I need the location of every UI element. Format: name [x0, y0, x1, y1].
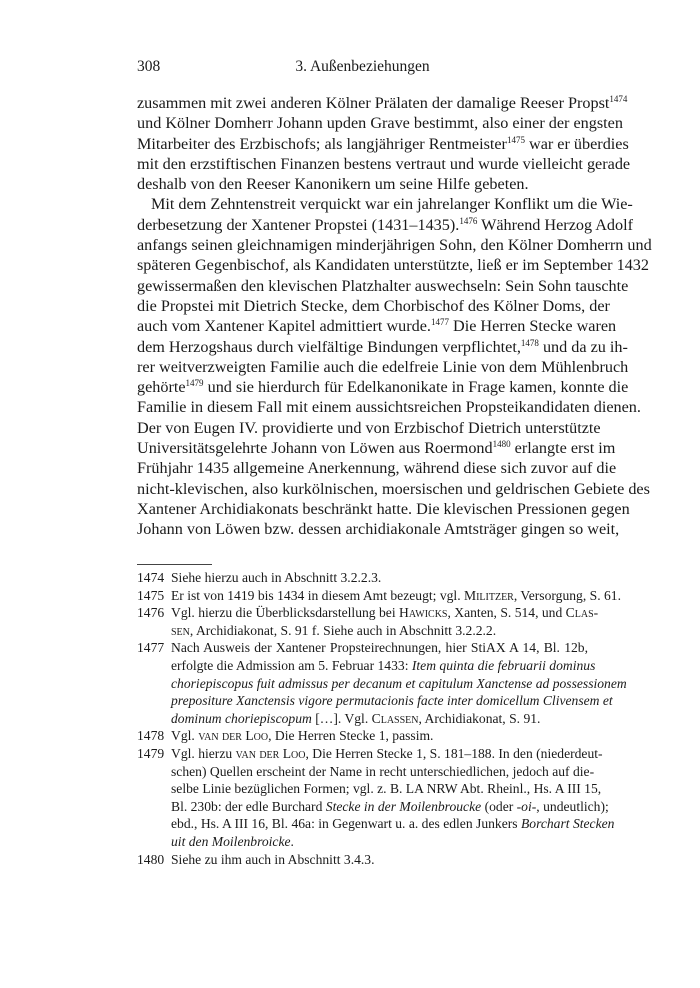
body-line: deshalb von den Reeser Kanonikern um seine Hilfe gebeten.: [137, 175, 529, 194]
footnote-1477-cont: [137, 710, 588, 728]
footnote-text: Nach Ausweis der Xantener Propsteirechnungen, hier StiAX A 14, Bl. 12b,: [171, 640, 588, 656]
footnote-1479-cont: [137, 763, 595, 781]
footnote-1477-cont: [137, 675, 627, 693]
footnote-1476-cont: [137, 622, 588, 640]
body-line: anfangs seinen gleichnamigen minderjährigen Sohn, den Kölner Domherrn und: [137, 236, 652, 255]
footnote-number: 1477: [137, 640, 165, 656]
footnote-text: selbe Linie bezüglichen Formen; vgl. z. B. LA NRW Abt. Rheinl., Hs. A III 15,: [171, 781, 602, 797]
footnote-text: Vgl. hierzu die Überblicksdarstellung bei Hawicks, Xanten, S. 514, und Clas-: [171, 605, 599, 621]
footnote-ref[interactable]: 1474: [609, 94, 628, 104]
footnote-1479-cont: [137, 815, 615, 833]
page-number: 308: [137, 58, 161, 75]
body-line: gewissermaßen den klevischen Platzhalter auswechseln: Sein Sohn tauschte: [137, 276, 629, 295]
body-line: nicht-klevischen, also kurkölnischen, moersischen und geldrischen Gebiete des: [137, 479, 650, 498]
footnote-1477-cont: [137, 692, 613, 710]
footnote-number: 1479: [137, 745, 165, 761]
footnote-text: dominum choriepiscopum […]. Vgl. Classen, Archidiakonat, S. 91.: [171, 710, 541, 726]
footnote-text: uit den Moilenbroicke.: [171, 833, 294, 849]
body-line: derbesetzung der Xantener Propstei (1431–1435).$^{1476}$ Während Herzog Adolf: [137, 215, 633, 234]
footnote-ref[interactable]: 1475: [506, 134, 525, 145]
body-line: Der von Eugen IV. providierte und von Erzbischof Dietrich unterstützte: [137, 418, 601, 437]
body-line: rer weitverzweigten Familie auch die edelfreie Linie von dem Mühlenbruch: [137, 357, 629, 376]
running-head: 3. Außenbeziehungen: [295, 58, 430, 75]
body-line: dem Herzogshaus durch vielfältige Bindungen verpflichtet,$^{1478}$ und da zu ih-: [137, 337, 628, 356]
footnote-ref[interactable]: 1480: [492, 439, 511, 450]
footnote-text: Vgl. hierzu van der Loo, Die Herren Stecke 1, S. 181–188. In den (niederdeut-: [171, 745, 603, 761]
footnote-text: Siehe zu ihm auch in Abschnitt 3.4.3.: [171, 851, 375, 867]
body-text: [137, 93, 652, 540]
footnote-1480: [137, 851, 588, 869]
footnote-text: Er ist von 1419 bis 1434 in diesem Amt bezeugt; vgl. Militzer, Versorgung, S. 61.: [171, 587, 621, 603]
footnote-text: prepositure Xanctensis vigore permutacionis facte inter domicellum Clivensem et: [171, 693, 613, 709]
body-line: Familie in diesem Fall mit einem aussichtsreichen Propsteikandidaten dienen.: [137, 398, 641, 417]
body-line: gehörte$^{1479}$ und sie hierdurch für Edelkanonikate in Frage kamen, konnte die: [137, 378, 629, 397]
footnote-1474: [137, 569, 588, 587]
footnote-ref[interactable]: 1476: [459, 215, 478, 226]
body-line: und Kölner Domherr Johann upden Grave bestimmt, also einer der engsten: [137, 114, 623, 133]
footnote-text: schen) Quellen erscheint der Name in recht unterschiedlichen, jedoch auf die-: [171, 763, 595, 779]
footnote-number: 1480: [137, 851, 165, 867]
footnote-text: Vgl. van der Loo, Die Herren Stecke 1, passim.: [171, 728, 434, 744]
footnote-separator: [137, 564, 212, 565]
body-line: Mitarbeiter des Erzbischofs; als langjähriger Rentmeister$^{1475}$ war er überdies: [137, 134, 629, 153]
footnote-number: 1478: [137, 728, 165, 744]
body-line: späteren Gegenbischof, als Kandidaten unterstützte, ließ er im September 1432: [137, 256, 649, 275]
body-line: Johann von Löwen bzw. dessen archidiakonale Amtsträger gingen so weit,: [137, 520, 620, 539]
footnote-1479: [137, 745, 603, 763]
footnote-text: erfolgte die Admission am 5. Februar 1433: Item quinta die februarii dominus: [171, 657, 596, 673]
body-line: auch vom Xantener Kapitel admittiert wurde.$^{1477}$ Die Herren Stecke waren: [137, 317, 617, 336]
footnote-ref[interactable]: 1477: [430, 317, 449, 328]
footnote-1475: [137, 587, 621, 605]
footnote-ref[interactable]: 1479: [185, 378, 204, 389]
footnote-1476: [137, 604, 599, 622]
body-line: Mit dem Zehntenstreit verquickt war ein jahrelanger Konflikt um die Wie-: [151, 195, 633, 214]
body-line: Frühjahr 1435 allgemeine Anerkennung, während diese sich zuvor auf die: [137, 459, 617, 478]
footnote-text: Bl. 230b: der edle Burchard Stecke in der Moilenbroucke (oder -oi-, undeutlich);: [171, 798, 609, 814]
footnote-number: 1475: [137, 587, 165, 603]
footnote-text: sen, Archidiakonat, S. 91 f. Siehe auch in Abschnitt 3.2.2.2.: [171, 622, 497, 638]
footnote-1477-cont: [137, 657, 596, 675]
body-line: Xantener Archidiakonats beschränkt hatte. Die klevischen Pressionen gegen: [137, 499, 630, 518]
footnote-1479-cont: [137, 780, 602, 798]
footnote-1478: [137, 727, 588, 745]
author-name: Hawicks: [399, 605, 448, 621]
footnote-number: 1476: [137, 605, 165, 621]
footnote-number: 1474: [137, 570, 165, 585]
body-line: Universitätsgelehrte Johann von Löwen aus Roermond$^{1480}$ erlangte erst im: [137, 439, 616, 458]
footnote-ref[interactable]: 1478: [520, 337, 539, 348]
body-line: die Propstei mit Dietrich Stecke, dem Chorbischof des Kölner Doms, der: [137, 296, 610, 315]
author-name: Militzer: [464, 587, 514, 603]
footnote-text: ebd., Hs. A III 16, Bl. 46a: in Gegenwart u. a. des edlen Junkers Borchart Stecken: [171, 816, 615, 832]
footnote-text: Siehe hierzu auch in Abschnitt 3.2.2.3.: [171, 570, 382, 585]
footnote-1479-cont: [137, 798, 609, 816]
body-line: zusammen mit zwei anderen Kölner Prälaten der damalige Reeser Propst$^{1474}$: [137, 94, 628, 112]
footnote-1477: [137, 639, 588, 657]
body-line: mit den erzstiftischen Finanzen bestens vertraut und wurde vielleicht gerade: [137, 154, 631, 173]
footnotes: [137, 569, 627, 868]
footnote-1479-cont: [137, 833, 588, 851]
author-name: Clas-: [565, 605, 599, 621]
footnote-text: choriepiscopus fuit admissus per decanum et capitulum Xanctense ad possessionem: [171, 675, 627, 691]
